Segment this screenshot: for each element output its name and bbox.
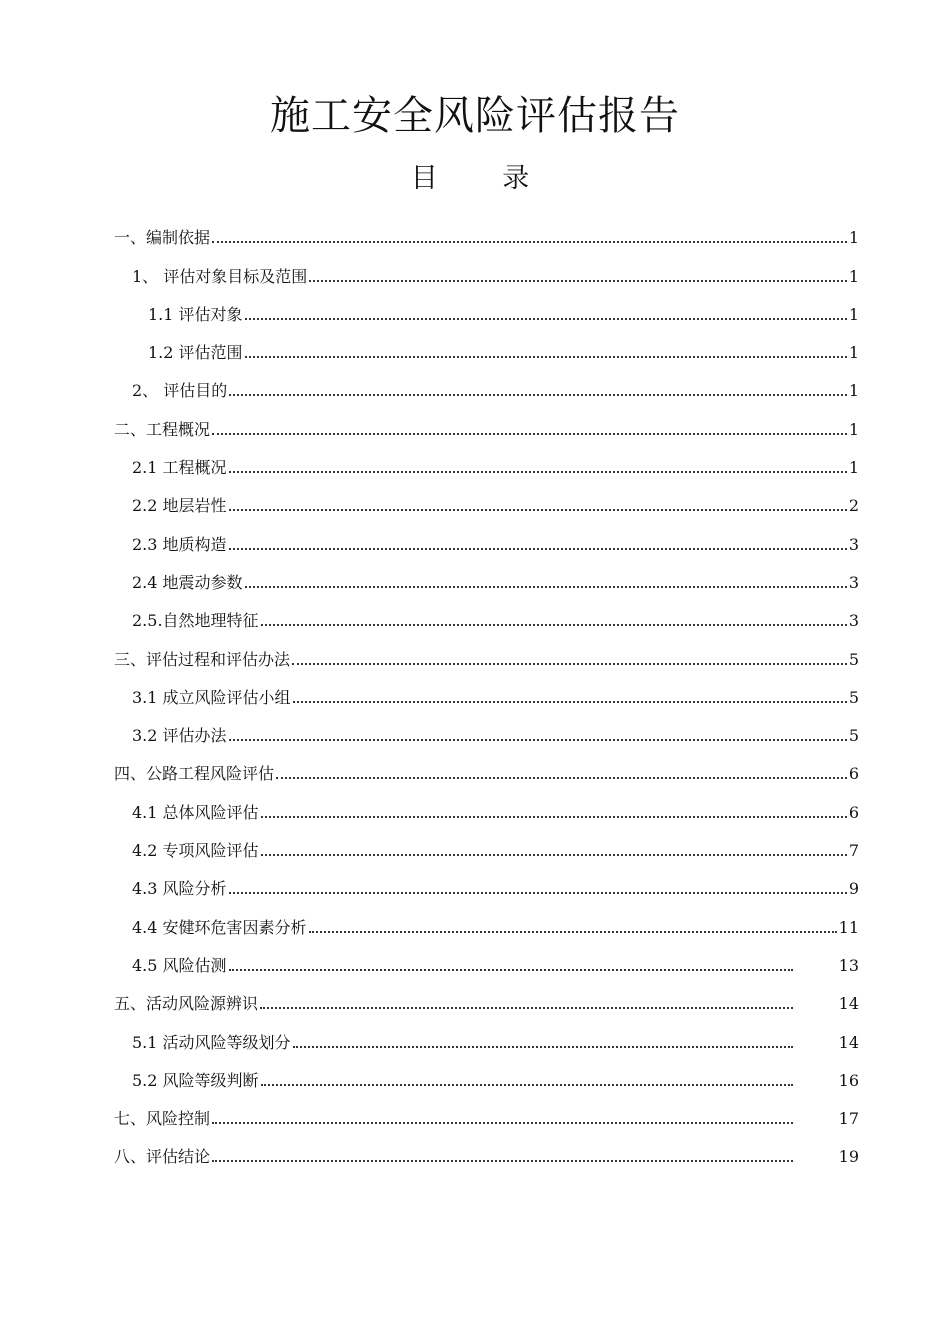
toc-entry-label: 2.5.自然地理特征 — [132, 611, 259, 631]
toc-entry-page: 3 — [848, 611, 859, 631]
toc-entry-page: 1 — [848, 343, 859, 363]
toc-entry[interactable] — [114, 367, 859, 405]
toc-entry-page: 1 — [848, 228, 859, 248]
toc-entry-page: 14 — [838, 994, 859, 1014]
toc-entry-label: 八、评估结论 — [114, 1147, 211, 1167]
toc-entry[interactable] — [114, 597, 859, 635]
toc-entry-page: 1 — [848, 381, 859, 401]
toc-entry[interactable] — [114, 1057, 859, 1095]
toc-leader — [292, 663, 847, 665]
toc-entry-page: 7 — [848, 841, 859, 861]
toc-entry-label: 5.2 风险等级判断 — [132, 1070, 259, 1090]
toc-leader — [229, 892, 847, 894]
toc-leader — [309, 931, 837, 933]
toc-entry[interactable] — [114, 520, 859, 558]
toc-entry-page: 19 — [838, 1147, 859, 1167]
toc-leader — [229, 969, 793, 971]
toc-entry-label: 三、评估过程和评估办法 — [114, 649, 291, 669]
toc-leader — [309, 280, 847, 282]
toc-entry[interactable] — [114, 329, 859, 367]
toc-entry-label: 3.1 成立风险评估小组 — [132, 687, 291, 707]
toc-entry-label: 1.1 评估对象 — [148, 304, 243, 324]
toc-entry-page: 2 — [848, 496, 859, 516]
toc-leader — [245, 356, 847, 358]
toc-entry-label: 3.2 评估办法 — [132, 726, 227, 746]
toc-leader — [229, 509, 847, 511]
document-title: 施工安全风险评估报告 — [270, 93, 680, 139]
toc-entry-label: 4.5 风险估测 — [132, 955, 227, 975]
toc-entry[interactable] — [114, 214, 859, 252]
toc-entry[interactable] — [114, 903, 859, 941]
toc-entry-page: 5 — [848, 649, 859, 669]
toc-leader — [245, 586, 847, 588]
toc-entry-page: 17 — [838, 1109, 859, 1129]
toc-entry-label: 4.2 专项风险评估 — [132, 841, 259, 861]
toc-entry[interactable] — [114, 444, 859, 482]
toc-entry-label: 二、工程概况 — [114, 419, 211, 439]
toc-entry-page: 16 — [838, 1070, 859, 1090]
toc-entry-label: 4.1 总体风险评估 — [132, 802, 259, 822]
toc-entry-label: 5.1 活动风险等级划分 — [132, 1032, 291, 1052]
toc-leader — [260, 1007, 793, 1009]
toc-entry[interactable] — [114, 252, 859, 290]
toc-leader — [261, 624, 847, 626]
toc-entry[interactable] — [114, 559, 859, 597]
toc-entry-label: 4.4 安健环危害因素分析 — [132, 917, 307, 937]
toc-entry[interactable] — [114, 750, 859, 788]
toc-entry-page: 1 — [848, 304, 859, 324]
toc-entry-label: 2.4 地震动参数 — [132, 572, 243, 592]
toc-leader — [212, 1160, 793, 1162]
toc-entry-label: 四、公路工程风险评估 — [114, 764, 275, 784]
toc-leader — [293, 701, 847, 703]
toc-leader — [212, 433, 847, 435]
toc-entry-label: 4.3 风险分析 — [132, 879, 227, 899]
toc-entry[interactable] — [114, 942, 859, 980]
toc-entry-page: 11 — [838, 917, 859, 937]
toc-entry-label: 一、编制依据 — [114, 228, 211, 248]
toc-entry-page: 5 — [848, 687, 859, 707]
toc-entry[interactable] — [114, 1018, 859, 1056]
toc-entry-page: 13 — [838, 955, 859, 975]
toc-entry-label: 1、 评估对象目标及范围 — [132, 266, 308, 286]
toc-entry[interactable] — [114, 1133, 859, 1171]
toc-entry-page: 1 — [848, 419, 859, 439]
toc-entry[interactable] — [114, 482, 859, 520]
toc-entry[interactable] — [114, 291, 859, 329]
toc-entry-page: 9 — [848, 879, 859, 899]
table-of-contents — [114, 214, 859, 1171]
toc-entry[interactable] — [114, 827, 859, 865]
toc-heading: 目 录 — [410, 163, 558, 194]
toc-leader — [229, 394, 847, 396]
toc-entry[interactable] — [114, 405, 859, 443]
toc-entry[interactable] — [114, 1095, 859, 1133]
toc-entry-page: 3 — [848, 534, 859, 554]
toc-entry-label: 2.2 地层岩性 — [132, 496, 227, 516]
toc-entry[interactable] — [114, 980, 859, 1018]
toc-entry-label: 1.2 评估范围 — [148, 343, 243, 363]
toc-entry-label: 七、风险控制 — [114, 1109, 211, 1129]
toc-leader — [261, 816, 847, 818]
toc-entry[interactable] — [114, 712, 859, 750]
toc-leader — [229, 548, 847, 550]
toc-leader — [229, 471, 847, 473]
toc-entry-page: 6 — [848, 802, 859, 822]
toc-entry-label: 五、活动风险源辨识 — [114, 994, 259, 1014]
toc-entry-label: 2、 评估目的 — [132, 381, 228, 401]
toc-entry-page: 5 — [848, 726, 859, 746]
toc-entry-page: 1 — [848, 266, 859, 286]
toc-entry-page: 3 — [848, 572, 859, 592]
toc-entry-page: 14 — [838, 1032, 859, 1052]
toc-leader — [261, 854, 847, 856]
toc-entry-label: 2.1 工程概况 — [132, 458, 227, 478]
toc-entry[interactable] — [114, 788, 859, 826]
toc-entry-page: 1 — [848, 458, 859, 478]
toc-entry[interactable] — [114, 865, 859, 903]
toc-leader — [229, 739, 847, 741]
toc-leader — [293, 1046, 793, 1048]
toc-entry[interactable] — [114, 635, 859, 673]
toc-leader — [261, 1084, 793, 1086]
toc-entry[interactable] — [114, 674, 859, 712]
toc-entry-label: 2.3 地质构造 — [132, 534, 227, 554]
toc-leader — [245, 318, 847, 320]
toc-leader — [276, 777, 847, 779]
toc-leader — [212, 241, 847, 243]
toc-entry-page: 6 — [848, 764, 859, 784]
toc-leader — [212, 1122, 793, 1124]
